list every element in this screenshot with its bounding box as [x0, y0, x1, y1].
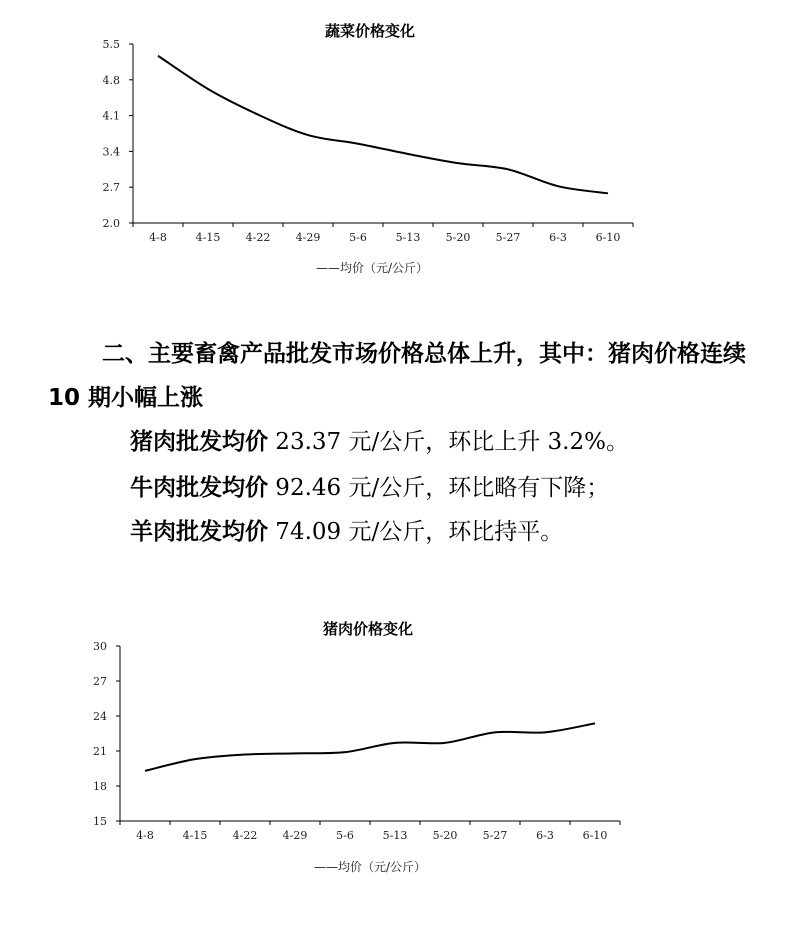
x-tick-label: 4-15 [195, 231, 221, 244]
x-tick-label: 5-20 [445, 231, 471, 244]
y-tick-label: 24 [93, 710, 107, 723]
pork-price-chart [0, 600, 798, 900]
x-tick-label: 5-6 [349, 231, 367, 244]
chart-legend: ——均价（元/公斤） [313, 860, 427, 874]
vegetable-price-chart [0, 0, 798, 300]
x-tick-label: 5-13 [395, 231, 421, 244]
x-tick-label: 6-10 [595, 231, 621, 244]
x-tick-label: 5-27 [482, 829, 508, 842]
y-tick-label: 5.5 [102, 38, 120, 51]
x-tick-label: 6-3 [549, 231, 567, 244]
series-line [145, 723, 595, 770]
series-line [158, 56, 608, 194]
beef-price-label: 牛肉批发均价 [130, 475, 268, 501]
mutton-price-label: 羊肉批发均价 [130, 519, 268, 545]
y-tick-label: 18 [93, 780, 107, 793]
x-tick-label: 4-29 [282, 829, 308, 842]
y-tick-label: 2.7 [102, 181, 120, 195]
x-tick-label: 4-15 [182, 829, 208, 842]
pork-price-line [130, 427, 629, 457]
x-tick-label: 4-22 [232, 829, 258, 842]
x-tick-label: 5-27 [495, 231, 521, 244]
chart-title: 猪肉价格变化 [322, 620, 414, 638]
x-tick-label: 4-29 [295, 231, 321, 244]
x-tick-label: 6-3 [536, 829, 554, 842]
y-tick-label: 15 [93, 815, 107, 828]
pork-price-detail: 23.37 元/公斤，环比上升 3.2%。 [268, 429, 629, 455]
beef-price-detail: 92.46 元/公斤，环比略有下降； [268, 475, 610, 501]
x-tick-label: 5-20 [432, 829, 458, 842]
mutton-price-line [130, 517, 563, 547]
y-tick-label: 27 [93, 675, 107, 688]
x-tick-label: 4-8 [136, 829, 154, 842]
pork-price-chart-svg [0, 600, 798, 900]
x-tick-label: 4-8 [149, 231, 167, 244]
y-tick-label: 30 [93, 640, 107, 653]
chart-title: 蔬菜价格变化 [324, 22, 416, 40]
section-heading: 二、主要畜禽产品批发市场价格总体上升，其中：猪肉价格连续 10 期小幅上涨 [48, 341, 746, 411]
mutton-price-detail: 74.09 元/公斤，环比持平。 [268, 519, 564, 545]
beef-price-line [130, 473, 609, 503]
y-tick-label: 2.0 [102, 217, 120, 230]
x-tick-label: 4-22 [245, 231, 271, 244]
x-tick-label: 5-13 [382, 829, 408, 842]
y-tick-label: 3.4 [102, 145, 120, 159]
y-tick-label: 4.1 [102, 109, 120, 123]
chart-legend: ——均价（元/公斤） [315, 261, 429, 275]
x-tick-label: 6-10 [582, 829, 608, 842]
vegetable-price-chart-svg [0, 0, 798, 300]
pork-price-label: 猪肉批发均价 [130, 429, 268, 455]
y-tick-label: 4.8 [102, 73, 120, 87]
y-tick-label: 21 [93, 745, 107, 758]
x-tick-label: 5-6 [336, 829, 354, 842]
